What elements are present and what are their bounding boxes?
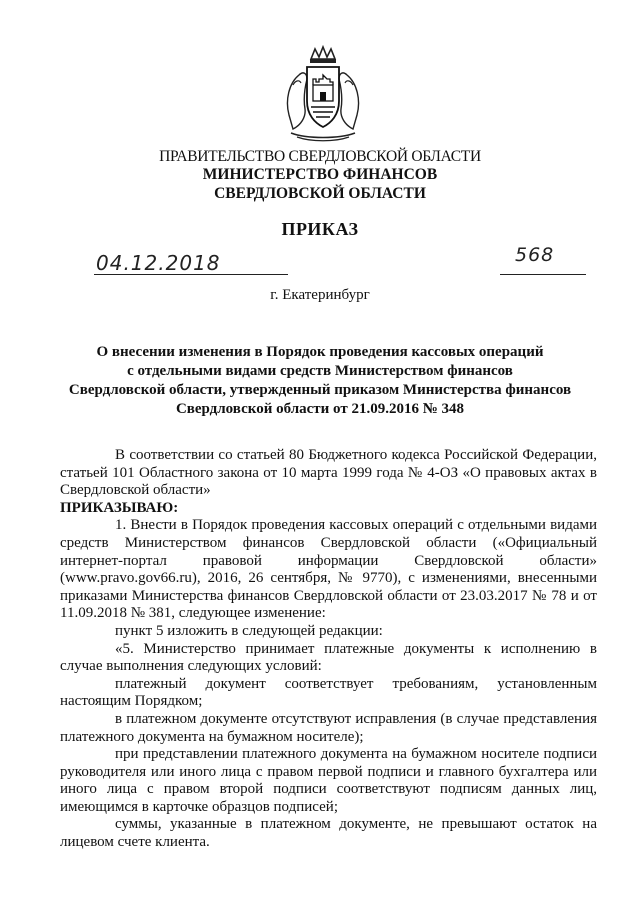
ministry-region: СВЕРДЛОВСКОЙ ОБЛАСТИ xyxy=(214,185,426,202)
paragraph-2: пункт 5 изложить в следующей редакции: xyxy=(115,622,383,639)
document-date: 04.12.2018 xyxy=(96,251,221,275)
order-word: ПРИКАЗЫВАЮ: xyxy=(60,499,179,516)
title-line: О внесении изменения в Порядок проведения кассовых операций xyxy=(96,344,544,360)
document-body xyxy=(60,447,597,852)
government-name: ПРАВИТЕЛЬСТВО СВЕРДЛОВСКОЙ ОБЛАСТИ xyxy=(159,148,481,165)
preamble-paragraph: В соответствии со статьей 80 Бюджетного кодекса Российской Федерации, статьей 101 Областного закона от 10 марта 1999 года № 4-ОЗ «О правовых актах в Свердловской области» xyxy=(60,447,597,499)
ministry-name: МИНИСТЕРСТВО ФИНАНСОВ xyxy=(202,166,438,183)
paragraph-4: платежный документ соответствует требованиям, установленным настоящим Порядком; xyxy=(60,675,597,710)
city: г. Екатеринбург xyxy=(270,287,370,303)
title-line: с отдельными видами средств Министерством финансов xyxy=(127,363,513,379)
document-number: 568 xyxy=(515,244,555,266)
date-underline xyxy=(94,274,288,275)
paragraph-3: «5. Министерство принимает платежные документы к исполнению в случае выполнения следующих условий: xyxy=(60,640,597,675)
paragraph-6: при представлении платежного документа на бумажном носителе подписи руководителя или иного лица с правом первой подписи и главного бухгалтера или иного лица с правом второй подписи соответствуют подписям данных лиц, имеющимся в карточке образцов подписей; xyxy=(60,746,597,815)
title-line: Свердловской области, утвержденный приказом Министерства финансов xyxy=(68,382,572,398)
paragraph-1: 1. Внести в Порядок проведения кассовых операций с отдельными видами средств Министерством финансов Свердловской области («Официальный интернет-портал правовой информации Свердловской области» (www.pravo.gov66.ru), 2016, 26 сентября, № 9770), с изменениями, внесенными приказами Министерства финансов Свердловской области от 23.03.2017 № 78 и от 11.09.2018 № 381, следующее изменение: xyxy=(60,517,597,622)
document-title xyxy=(60,343,580,419)
paragraph-5: в платежном документе отсутствуют исправления (в случае представления платежного документа на бумажном носителе); xyxy=(60,710,597,745)
title-line: Свердловской области от 21.09.2016 № 348 xyxy=(175,401,465,417)
paragraph-7: суммы, указанные в платежном документе, не превышают остаток на лицевом счете клиента. xyxy=(60,816,597,851)
coat-of-arms-emblem xyxy=(283,45,363,145)
document-type: ПРИКАЗ xyxy=(281,219,359,239)
number-underline xyxy=(500,274,586,275)
